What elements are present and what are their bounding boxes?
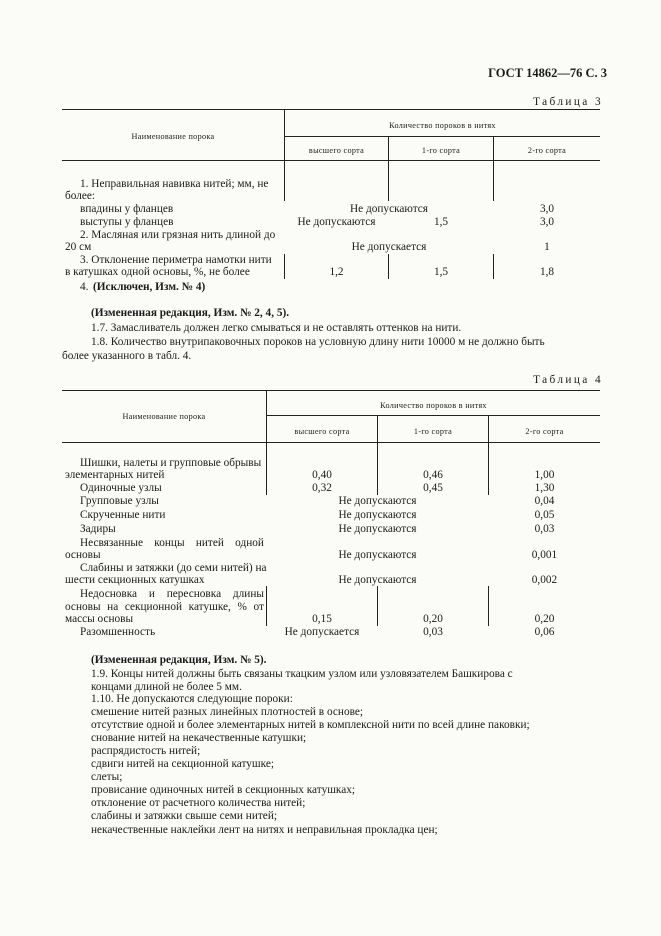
table3-row2-span: Не допускаются: [349, 203, 428, 215]
table4-row6-word: нитей: [195, 537, 224, 549]
table3-row4-line2: 20 см: [65, 241, 92, 253]
table4-row8-line3: массы основы: [65, 613, 134, 625]
table4-row2-col2: 0,45: [423, 482, 443, 494]
table3-top-rule: [62, 109, 600, 110]
paragraph-1-8-line1: 1.8. Количество внутрипаковочных пороков на условную длину нити 10000 м не должно быть: [91, 336, 545, 348]
table4-row6-line2: основы: [65, 549, 101, 561]
table4-row7-col3: 0,002: [531, 574, 558, 586]
table4-row6-word: одной: [235, 537, 264, 549]
table3-row4-span: Не допускается: [351, 241, 427, 253]
table3-row3-label: выступы у фланцев: [80, 216, 174, 228]
defect-list-item: смешение нитей разных линейных плотностей в основе;: [91, 706, 364, 718]
table3-row6-text: (Исключен, Изм. № 4): [93, 281, 206, 293]
table4-row3-label: Групповые узлы: [80, 495, 159, 507]
table4-row8-word: Недосновка: [80, 588, 138, 600]
table3-row1-line2: более:: [65, 190, 96, 202]
table4-head-col-3: 2-го сорта: [525, 427, 564, 436]
table3-body-vline-3: [493, 161, 494, 201]
paragraph-1-9-line2: концами длиной не более 5 мм.: [91, 681, 242, 693]
page-header-title: ГОСТ 14862—76 С. 3: [488, 66, 607, 80]
paragraph-1-8-line2: более указанного в табл. 4.: [62, 350, 192, 362]
table4-row8-word: от: [253, 601, 264, 613]
table4-row5-label: Задиры: [80, 523, 116, 535]
table4-row7-span: Не допускаются: [338, 574, 417, 586]
table3-row6-number: 4.: [80, 281, 89, 293]
table4-row8-col3: 0,20: [534, 613, 555, 625]
defect-list-item: слабины и затяжки свыше семи нитей;: [91, 810, 278, 822]
table4-head-rule: [62, 442, 600, 443]
table4-top-rule: [62, 390, 600, 391]
table3-row5-col2: 1,5: [433, 266, 449, 278]
table4-row8-line1: [80, 588, 264, 601]
table3-row2-label: впадины у фланцев: [80, 203, 174, 215]
table4-row1-col3: 1,00: [534, 469, 555, 481]
table4-row8-word: основы: [65, 601, 101, 613]
table3-row1-line1: 1. Неправильная навивка нитей; мм, не: [80, 178, 269, 190]
paragraph-1-9-line1: 1.9. Концы нитей должны быть связаны ткацким узлом или узловязателем Башкирова с: [91, 668, 513, 680]
table3-row2-col3: 3,0: [539, 203, 555, 215]
table4-row2-col1: 0,32: [312, 482, 332, 494]
table4-row1-line2: элементарных нитей: [65, 469, 165, 481]
table4-row8-word: пересновка: [166, 588, 222, 600]
table3-caption: Таблица 3: [533, 96, 603, 108]
table3-row4-line1: 2. Масляная или грязная нить длиной до: [80, 229, 276, 241]
table3-row3-col1: Не допускаются: [297, 216, 376, 228]
table4-row8-word: на: [107, 601, 119, 613]
table4-row9-label: Разомшенность: [80, 626, 156, 638]
defect-list-item: сдвиги нитей на секционной катушке;: [91, 758, 274, 770]
table3-body-vline-1: [284, 161, 285, 201]
table4-head-col-1: высшего сорта: [294, 427, 350, 436]
table4-head-name: Наименование порока: [122, 412, 206, 421]
table4-row5-span: Не допускаются: [338, 523, 417, 535]
table4-row9-col2: 0,03: [423, 626, 443, 638]
table4-row6-span: Не допускаются: [338, 549, 417, 561]
table4-row6-word: концы: [154, 537, 185, 549]
table4-row8-word: %: [237, 601, 247, 613]
table3-head-col-3: 2-го сорта: [527, 146, 567, 155]
table4-row4-col3: 0,05: [534, 509, 555, 521]
table4-head-group: Количество пороков в нитях: [380, 401, 487, 410]
table3-row5-line1: 3. Отклонение периметра намотки нити: [80, 254, 272, 266]
defect-list-item: распрядистость нитей;: [91, 745, 201, 757]
table3-row4-col3: 1: [544, 241, 550, 253]
table4-row3-span: Не допускаются: [338, 495, 417, 507]
defect-list-item: отклонение от расчетного количества нитей;: [91, 797, 306, 809]
table4-row8-word: и: [148, 588, 155, 600]
table4-row8-word: катушке,: [188, 601, 231, 613]
table3-row5-col3: 1,8: [539, 266, 555, 278]
table4-row9-col3: 0,06: [534, 626, 555, 638]
table3-head-group: Количество пороков в нитях: [389, 121, 496, 130]
table3-head-col-2: 1-го сорта: [421, 146, 461, 155]
table3-row5-col1: 1,2: [329, 266, 344, 278]
table4-row4-label: Скрученные нити: [80, 509, 166, 521]
table4-row8-word: длины: [232, 588, 264, 600]
table4-caption: Таблица 4: [533, 374, 603, 386]
table4-row6-word: Несвязанные: [80, 537, 144, 549]
table4-row9-col1: Не допускается: [284, 626, 360, 638]
table4-row8-word: секционной: [124, 601, 183, 613]
defect-list-item: провисание одиночных нитей в секционных катушках;: [91, 784, 356, 796]
table3-group-rule: [284, 136, 600, 137]
table3-head-rule: [62, 160, 600, 161]
defect-list-item: отсутствие одной и более элементарных нитей в комплексной нити по всей длине паковки;: [91, 719, 530, 731]
table3-row5-line2: в катушках одной основы, %, не более: [65, 266, 250, 278]
defect-list-item: снование нитей на некачественные катушки;: [91, 732, 307, 744]
table4-row1-col2: 0,46: [423, 469, 443, 481]
edit-note-2: (Измененная редакция, Изм. № 5).: [91, 654, 267, 666]
table4-row7-line2: шести секционных катушках: [65, 574, 205, 586]
defect-list-item: некачественные наклейки лент на нитях и неправильная прокладка цен;: [91, 824, 438, 836]
defect-list-item: слеты;: [91, 771, 123, 783]
table4-row8-col1: 0,15: [312, 613, 332, 625]
table3-row3-col3: 3,0: [539, 216, 555, 228]
table4-row8-col2: 0,20: [423, 613, 443, 625]
paragraph-1-7: 1.7. Замасливатель должен легко смываться и не оставлять оттенков на нити.: [91, 322, 462, 334]
table3-row3-col2: 1,5: [433, 216, 449, 228]
table4-row6-line1: [80, 537, 264, 550]
table4-head-col-2: 1-го сорта: [413, 427, 453, 436]
table4-row6-col3: 0,001: [531, 549, 558, 561]
table3-body-vline-2: [388, 161, 389, 201]
paragraph-1-10: 1.10. Не допускаются следующие пороки:: [91, 693, 293, 705]
table4-row2-col3: 1,30: [534, 482, 555, 494]
table4-group-rule: [266, 415, 600, 416]
table4-row1-col1: 0,40: [312, 469, 332, 481]
table4-row3-col3: 0,04: [534, 495, 555, 507]
table4-row1-line1: Шишки, налеты и групповые обрывы: [80, 457, 262, 469]
edit-note-1: (Измененная редакция, Изм. № 2, 4, 5).: [91, 307, 290, 319]
table3-head-col-1: высшего сорта: [308, 146, 365, 155]
table4-row2-label: Одиночные узлы: [80, 482, 162, 494]
table4-row4-span: Не допускаются: [338, 509, 417, 521]
table4-row7-line1: Слабины и затяжки (до семи нитей) на: [80, 562, 267, 574]
table3-head-name: Наименование порока: [131, 132, 215, 141]
table4-row5-col3: 0,03: [534, 523, 555, 535]
